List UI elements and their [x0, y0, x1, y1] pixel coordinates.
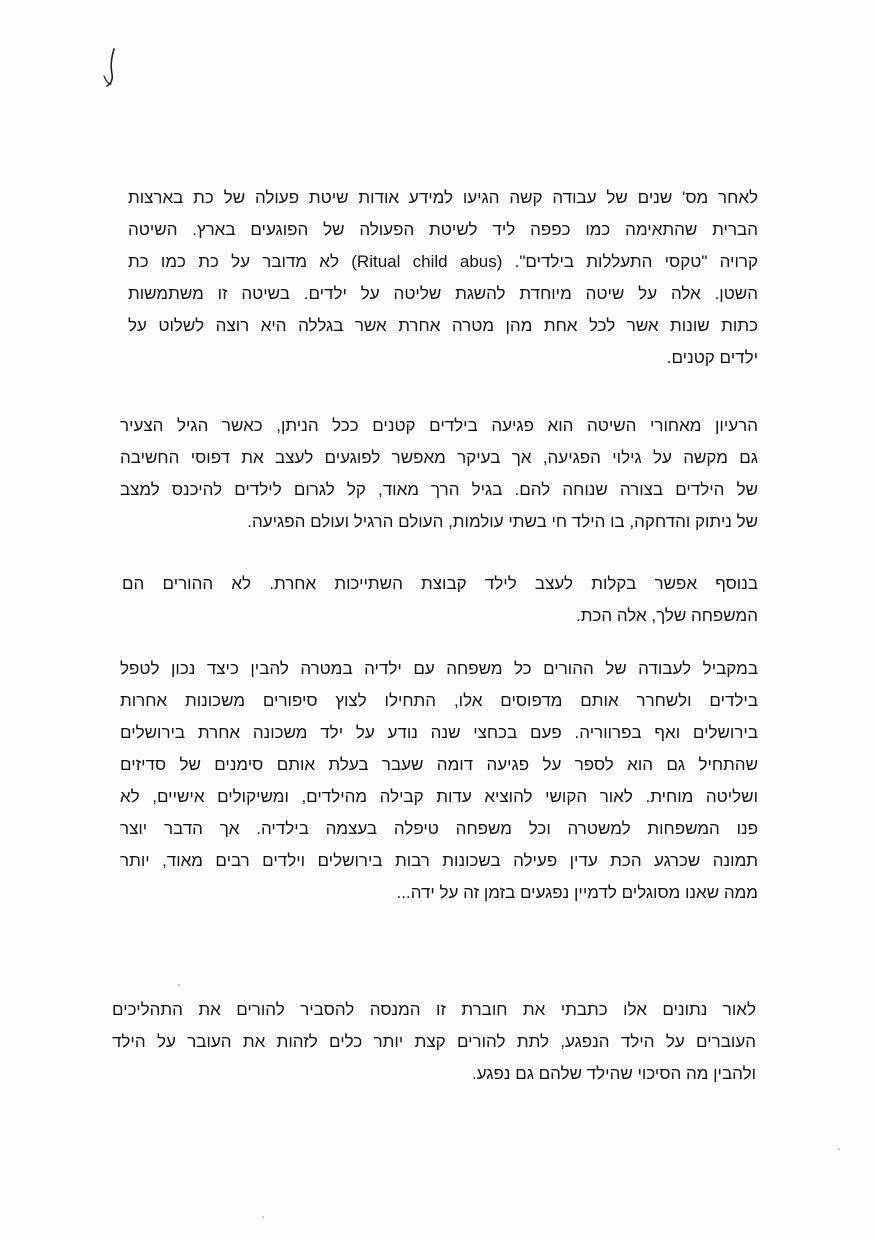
text-line: של הילדים בצורה שנוחה להם. בגיל הרך מאוד, קל לגרום לילדים להיכנס למצב — [120, 480, 758, 499]
text-line: בילדים ולשחרר אותם מדפוסים אלו, התחילו לצוץ סיפורים משכונות אחרות — [120, 691, 758, 710]
text-line: העוברים על הילד הנפגע, לתת להורים קצת יותר כלים לזהות את העובר על הילד — [112, 1032, 756, 1051]
text-line: כתות שונות אשר לכל אחת מהן מטרה אחרת אשר בגללה היא רוצה לשלוט על — [128, 316, 758, 335]
text-line: הברית שהתאימה כמו כפפה ליד לשיטת הפעולה של הפוגעים בארץ. השיטה — [128, 220, 758, 239]
text-line: בירושלים ואף בפרווריה. פעם בכחצי שנה נודע על ילד משכונה אחרת בירושלים — [120, 723, 758, 742]
text-line: לאור נתונים אלו כתבתי את חוברת זו המנסה להסביר להורים את התהליכים — [112, 1000, 756, 1019]
scan-speck — [838, 1148, 840, 1150]
text-line: תמונה שכרגע הכת עדין פעילה בשכונות רבות בירושלים וילדים רבים מאוד, יותר — [120, 851, 758, 870]
text-line: קרויה "טקסי התעללות בילדים". (Ritual child abus) לא מדובר על כת כמו כת — [128, 252, 758, 271]
handwritten-page-mark — [98, 46, 124, 88]
scan-speck — [178, 984, 180, 986]
text-line: לאחר מס' שנים של עבודה קשה הגיעו למידע אודות שיטת פעולה של כת בארצות — [128, 188, 758, 207]
paragraph-method-idea — [120, 410, 758, 538]
text-line: של ניתוק והדחקה, בו הילד חי בשתי עולמות, העולם הרגיל ועולם הפגיעה. — [247, 512, 758, 531]
text-line: השטן. אלה על שיטה מיוחדת להשגת שליטה על ילדים. בשיטה זו משתמשות — [128, 284, 758, 303]
text-line: גם מקשה על גילוי הפגיעה, אך בעיקר מאפשר לפוגעים לעצב את דפוסי החשיבה — [120, 448, 758, 467]
text-line: הרעיון מאחורי השיטה הוא פגיעה בילדים קטנים ככל הניתן, כאשר הגיל הצעיר — [120, 416, 758, 435]
text-line: המשפחה שלך, אלה הכת. — [575, 606, 758, 625]
paragraph-belonging — [122, 568, 758, 632]
text-line: ולהבין מה הסיכוי שהילד שלהם גם נפגע. — [472, 1064, 756, 1083]
paragraph-other-neighborhoods — [120, 653, 758, 909]
text-line: ילדים קטנים. — [666, 348, 758, 367]
text-line: ושליטה מוחית. לאור הקושי להוציא עדות קבילה מהילדים, ומשיקולים אישיים, לא — [120, 787, 758, 806]
text-line: בנוסף אפשר בקלות לעצב לילד קבוצת השתייכות אחרת. לא ההורים הם — [122, 574, 758, 593]
paragraph-booklet-purpose — [112, 994, 756, 1090]
scan-speck — [262, 1216, 264, 1218]
paragraph-cult-method — [128, 182, 758, 374]
text-line: פנו המשפחות למשטרה וכל משפחה טיפלה בעצמה בילדיה. אך הדבר יוצר — [120, 819, 758, 838]
text-line: ממה שאנו מסוגלים לדמיין נפגעים בזמן זה על ידה... — [396, 883, 758, 902]
text-line: שהתחיל גם הוא לספר על פגיעה דומה שעבר בעלת אותם סימנים של סדיזים — [120, 755, 758, 774]
text-line: במקביל לעבודה של ההורים כל משפחה עם ילדיה במטרה להבין כיצד נכון לטפל — [120, 659, 758, 678]
